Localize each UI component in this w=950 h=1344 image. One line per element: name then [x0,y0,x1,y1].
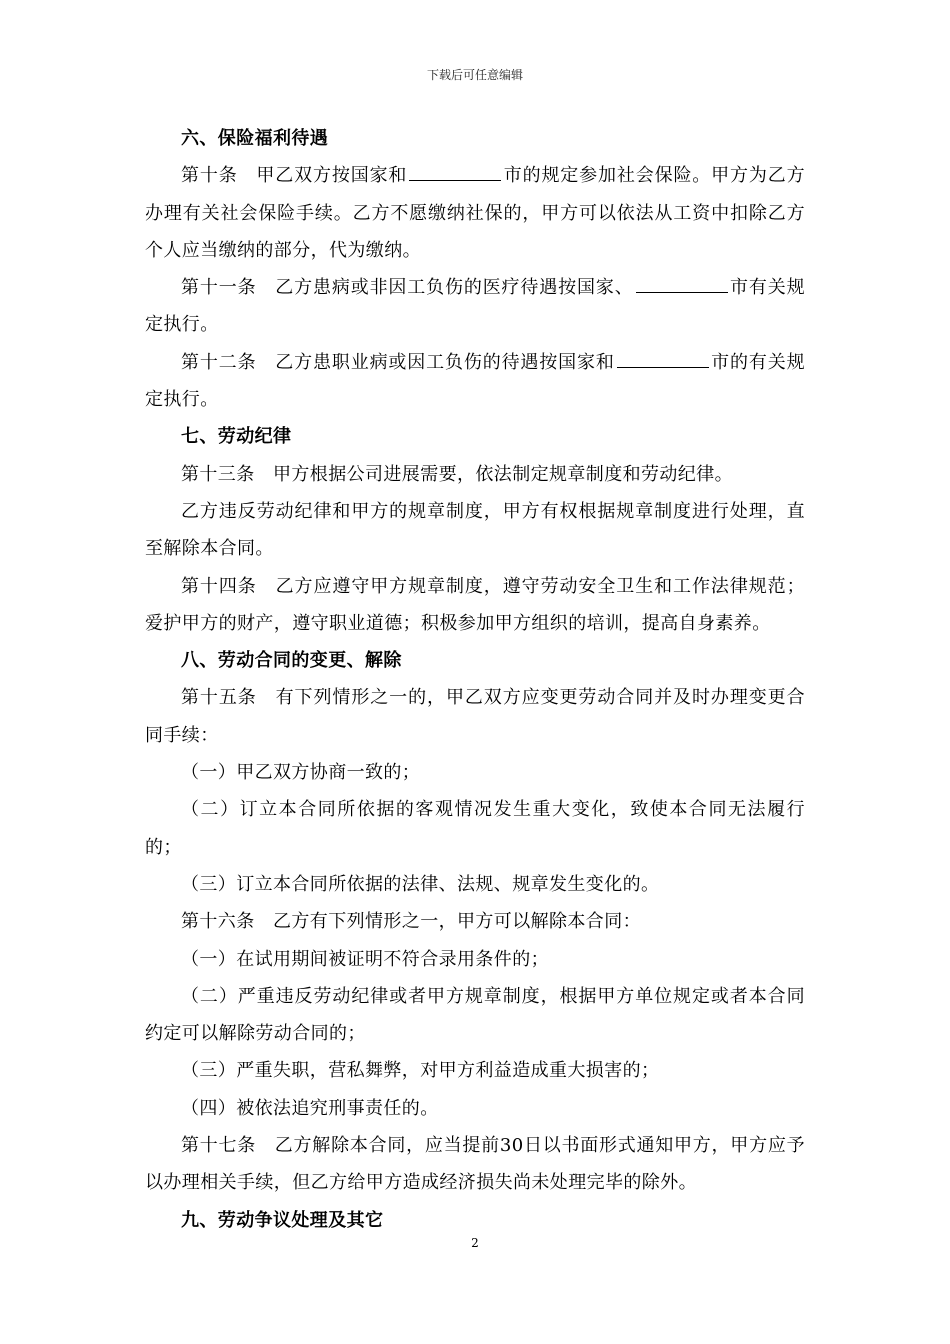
article-16-item-1: （一）在试用期间被证明不符合录用条件的； [181,948,549,970]
article-16-item-4: （四）被依法追究刑事责任的。 [181,1097,439,1119]
article-10: 第十条 甲乙双方按国家和 市的规定参加社会保险。甲方为乙方办理有关社会保险手续。乙方不愿缴纳社保的，甲方可以依法从工资中扣除乙方个人应当缴纳的部分，代为缴纳。 [145,157,805,269]
article-11: 第十一条 乙方患病或非因工负伤的医疗待遇按国家、 市有关规定执行。 [145,269,805,344]
blank-line [617,347,709,368]
article-16: 第十六条 乙方有下列情形之一，甲方可以解除本合同： [181,911,641,933]
blank-line [409,160,501,181]
article-16-item-3: （三）严重失职，营私舞弊，对甲方利益造成重大损害的； [181,1060,660,1082]
document-body [145,120,805,1239]
section-heading-8: 八、劳动合同的变更、解除 [181,650,402,672]
page-number: 2 [471,1236,479,1250]
blank-line [636,272,728,293]
article-15: 第十五条 有下列情形之一的，甲乙双方应变更劳动合同并及时办理变更合同手续： [145,687,805,746]
section-heading-6: 六、保险福利待遇 [181,128,329,149]
section-heading-7: 七、劳动纪律 [181,426,292,448]
article-13-paragraph: 乙方违反劳动纪律和甲方的规章制度，甲方有权根据规章制度进行处理，直至解除本合同。 [145,500,805,560]
article-13: 第十三条 甲方根据公司进展需要，依法制定规章制度和劳动纪律。 [181,463,733,485]
article-16-item-2: （二）严重违反劳动纪律或者甲方规章制度，根据甲方单位规定或者本合同约定可以解除劳动合同的； [145,985,805,1045]
article-12: 第十二条 乙方患职业病或因工负伤的待遇按国家和 市的有关规定执行。 [145,344,805,419]
article-17: 第十七条 乙方解除本合同，应当提前30日以书面形式通知甲方，甲方应予以办理相关手续，但乙方给甲方造成经济损失尚未处理完毕的除外。 [145,1135,805,1194]
page-header: 下载后可任意编辑 [426,68,523,82]
article-14: 第十四条 乙方应遵守甲方规章制度，遵守劳动安全卫生和工作法律规范；爱护甲方的财产，遵守职业道德；积极参加甲方组织的培训，提高自身素养。 [145,575,805,634]
article-15-item-1: （一）甲乙双方协商一致的； [181,762,421,784]
article-15-item-3: （三）订立本合同所依据的法律、法规、规章发生变化的。 [181,873,660,895]
section-heading-9: 九、劳动争议处理及其它 [181,1209,384,1231]
article-15-item-2: （二）订立本合同所依据的客观情况发生重大变化，致使本合同无法履行的； [145,799,805,858]
